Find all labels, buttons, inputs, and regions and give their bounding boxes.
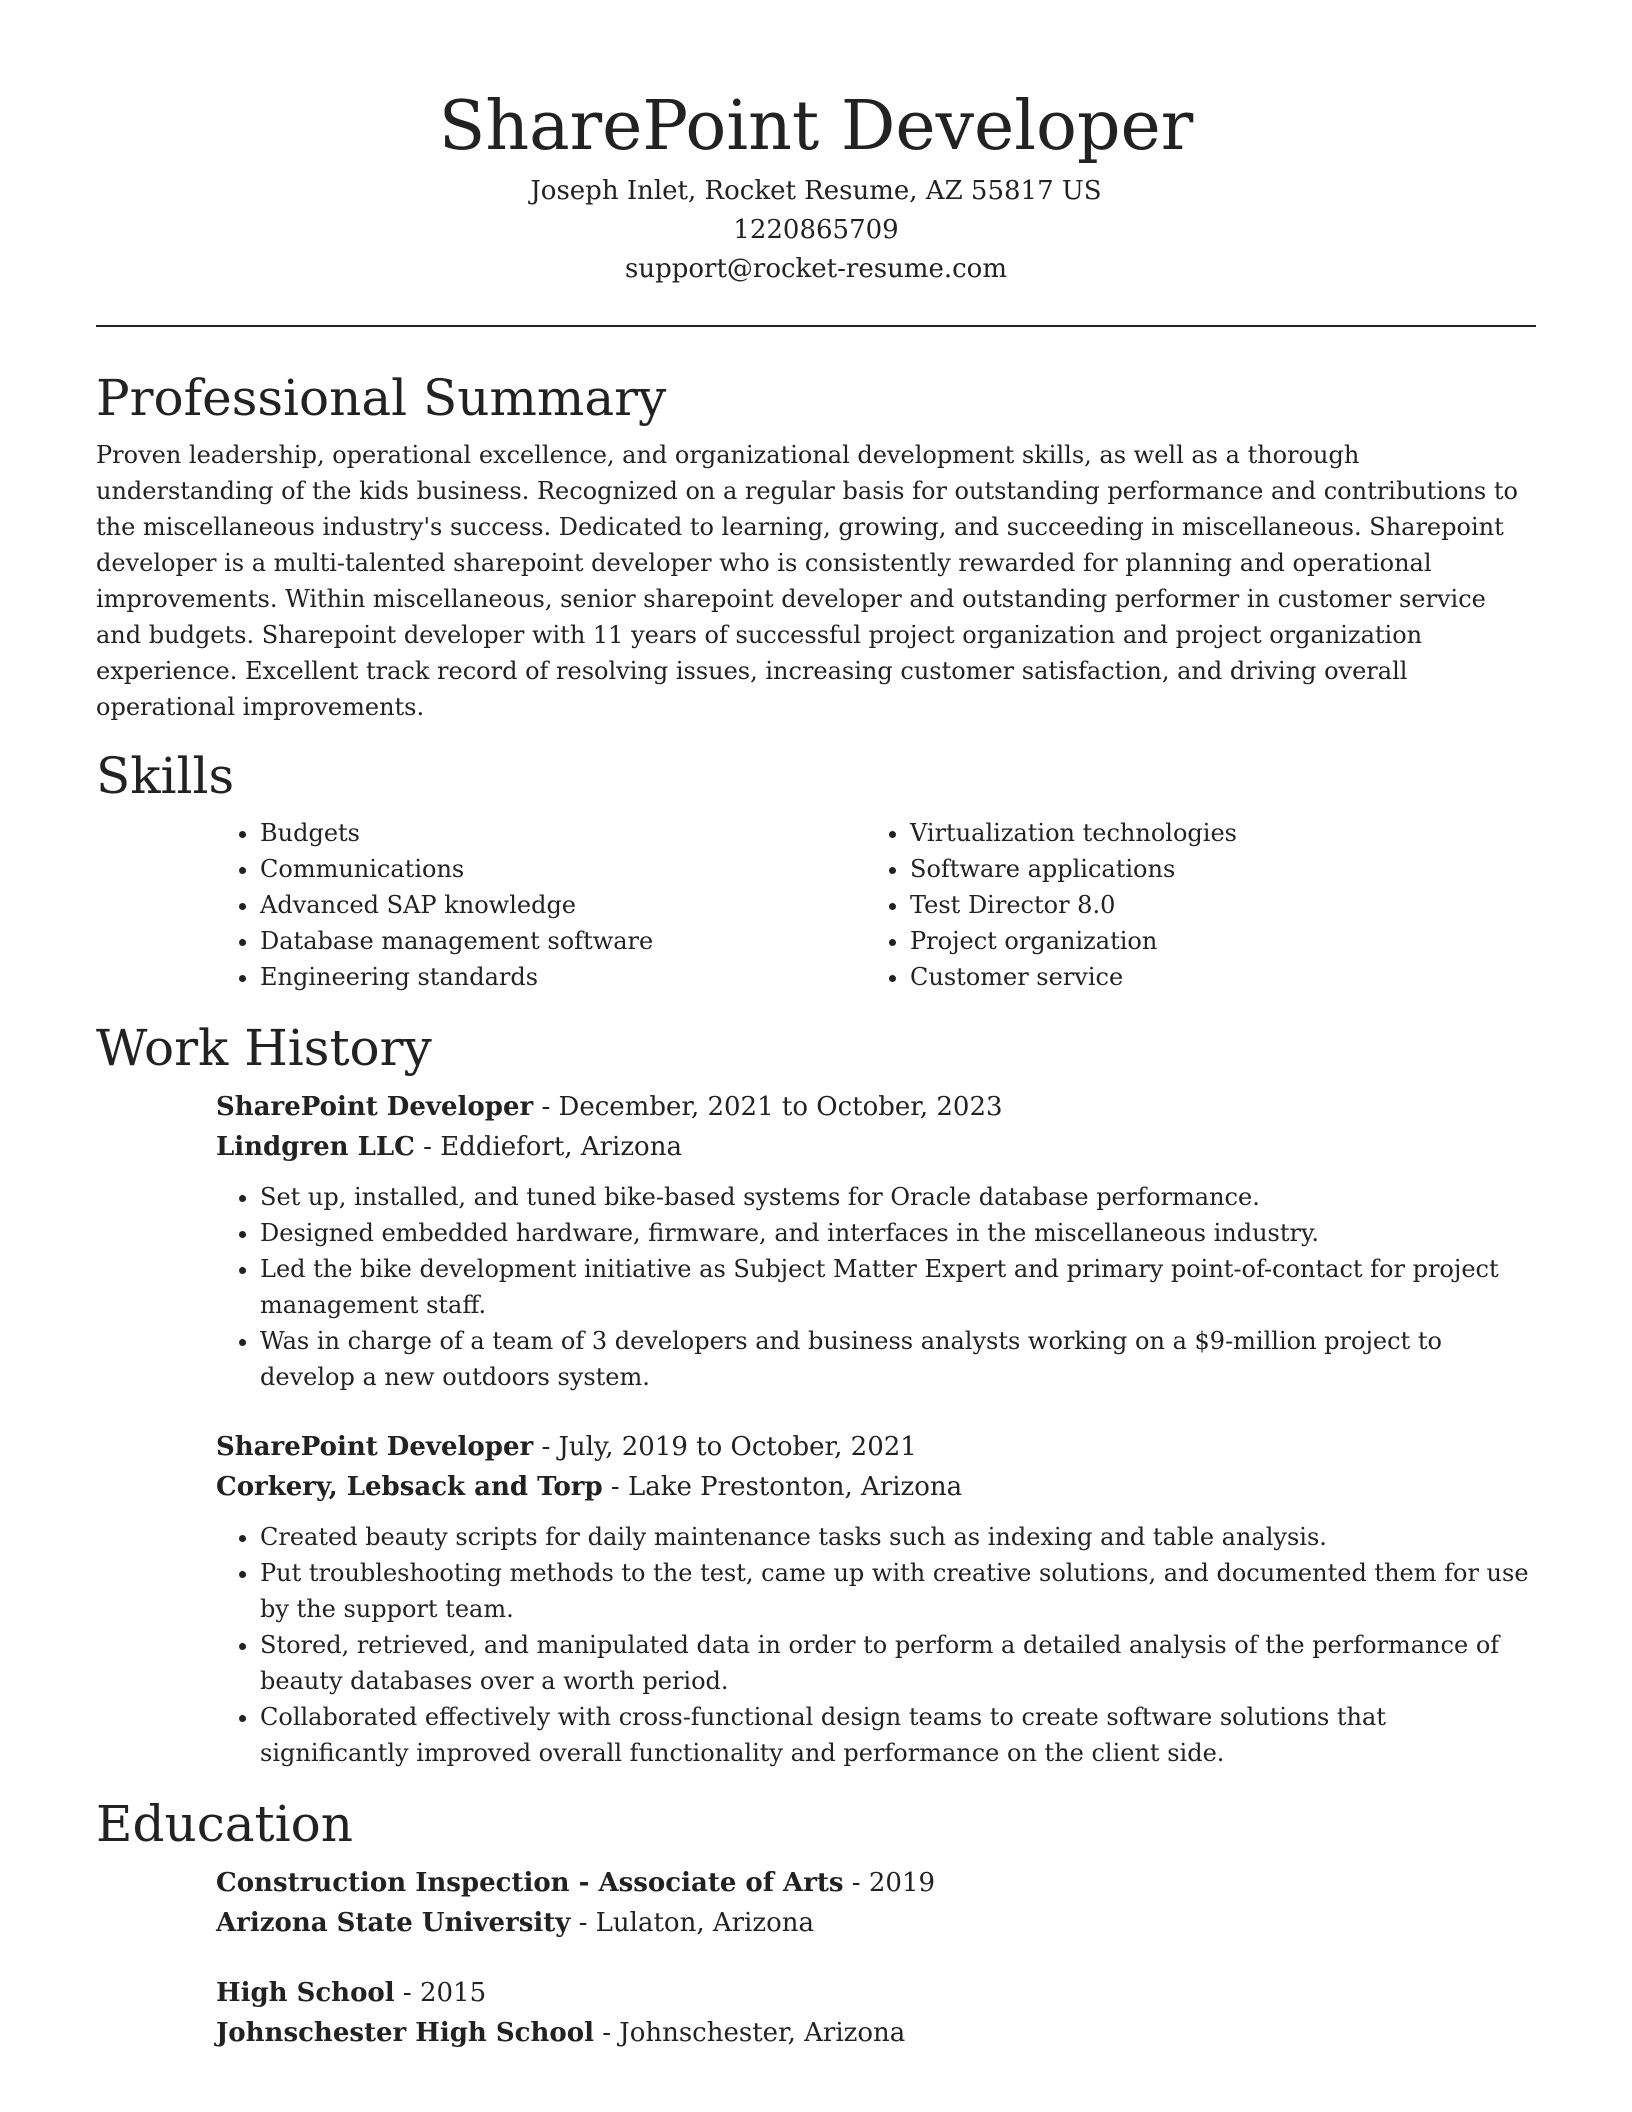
job-dates: - December, 2021 to October, 2023: [533, 1092, 1003, 1122]
education-degree-line: [216, 1973, 1536, 2013]
summary-title: Professional Summary: [96, 369, 667, 427]
skill-item: • Software applications: [910, 851, 1516, 887]
skill-item: • Database management software: [260, 923, 866, 959]
education-school: Johnschester High School: [216, 2018, 594, 2048]
skill-item: • Engineering standards: [260, 959, 866, 995]
skill-item: • Budgets: [260, 815, 866, 851]
resume-name: SharePoint Developer: [438, 87, 1194, 166]
education-title: Education: [96, 1795, 353, 1853]
education-entry: [216, 1863, 1536, 1943]
job-role: SharePoint Developer: [216, 1432, 534, 1462]
job-company: Corkery, Lebsack and Torp: [216, 1472, 603, 1502]
education-field: Construction Inspection: [216, 1868, 570, 1898]
job-entry: [216, 1087, 1536, 1395]
skills-title: Skills: [96, 747, 235, 805]
skills-column-right: [866, 815, 1516, 995]
skill-item: • Project organization: [910, 923, 1516, 959]
education-school-line: [216, 2013, 1536, 2053]
education-field: High School: [216, 1978, 395, 2008]
education-school: Arizona State University: [216, 1908, 571, 1938]
summary-text: Proven leadership, operational excellence, and organizational development skills, as well as a thorough understanding of the kids business. Recognized on a regular basis for outstanding performance and contributions to the miscellaneous industry's success. Dedicated to learning, growing, and succeeding in miscellaneous. Sharepoint developer is a multi-talented sharepoint developer who is consistently rewarded for planning and operational improvements. Within miscellaneous, senior sharepoint developer and outstanding performer in customer service and budgets. Sharepoint developer with 11 years of successful project organization and project organization experience. Excellent track record of resolving issues, increasing customer satisfaction, and driving overall operational improvements.: [96, 441, 1518, 721]
job-entry: [216, 1427, 1536, 1771]
work-history-title: Work History: [96, 1019, 432, 1077]
job-company-line: [216, 1127, 1536, 1167]
job-company-line: [216, 1467, 1536, 1507]
job-bullet: • Led the bike development initiative as Subject Matter Expert and primary point-of-contact for project management staff.: [260, 1251, 1536, 1323]
job-bullet: • Set up, installed, and tuned bike-based systems for Oracle database performance.: [260, 1179, 1536, 1215]
job-title-line: [216, 1427, 1536, 1467]
skill-item: • Customer service: [910, 959, 1516, 995]
education-year: - 2015: [394, 1978, 487, 2008]
job-bullet: • Created beauty scripts for daily maintenance tasks such as indexing and table analysis.: [260, 1519, 1536, 1555]
job-location: - Eddiefort, Arizona: [414, 1132, 682, 1162]
job-bullet: • Designed embedded hardware, firmware, and interfaces in the miscellaneous industry.: [260, 1215, 1536, 1251]
education-degree-line: [216, 1863, 1536, 1903]
job-bullet: • Was in charge of a team of 3 developers and business analysts working on a $9-million project to develop a new outdoors system.: [260, 1323, 1536, 1395]
education-degree: - Associate of Arts: [569, 1868, 844, 1898]
job-bullet: • Collaborated effectively with cross-functional design teams to create software solutions that significantly improved overall functionality and performance on the client side.: [260, 1699, 1536, 1771]
education-entry: [216, 1973, 1536, 2053]
job-bullet: • Stored, retrieved, and manipulated data in order to perform a detailed analysis of the performance of beauty databases over a worth period.: [260, 1627, 1536, 1699]
resume-header: [96, 0, 1536, 289]
education-location: - Johnschester, Arizona: [593, 2018, 906, 2048]
job-company: Lindgren LLC: [216, 1132, 415, 1162]
education-year: - 2019: [843, 1868, 936, 1898]
job-dates: - July, 2019 to October, 2021: [533, 1432, 917, 1462]
job-role: SharePoint Developer: [216, 1092, 534, 1122]
job-bullets: [216, 1519, 1536, 1771]
skills-column-left: [216, 815, 866, 995]
skill-item: • Advanced SAP knowledge: [260, 887, 866, 923]
contact-email: support@rocket-resume.com: [624, 254, 1007, 284]
job-location: - Lake Prestonton, Arizona: [602, 1472, 963, 1502]
contact-address: Joseph Inlet, Rocket Resume, AZ 55817 US: [530, 176, 1102, 206]
job-bullet: • Put troubleshooting methods to the test, came up with creative solutions, and documented them for use by the support team.: [260, 1555, 1536, 1627]
education-school-line: [216, 1903, 1536, 1943]
education-location: - Lulaton, Arizona: [570, 1908, 814, 1938]
skill-item: • Virtualization technologies: [910, 815, 1516, 851]
skills-list: [216, 815, 1536, 995]
job-bullets: [216, 1179, 1536, 1395]
skill-item: • Communications: [260, 851, 866, 887]
job-title-line: [216, 1087, 1536, 1127]
skill-item: • Test Director 8.0: [910, 887, 1516, 923]
resume-page: [96, 0, 1536, 2053]
contact-phone: 1220865709: [733, 215, 899, 245]
header-divider: [96, 325, 1536, 327]
